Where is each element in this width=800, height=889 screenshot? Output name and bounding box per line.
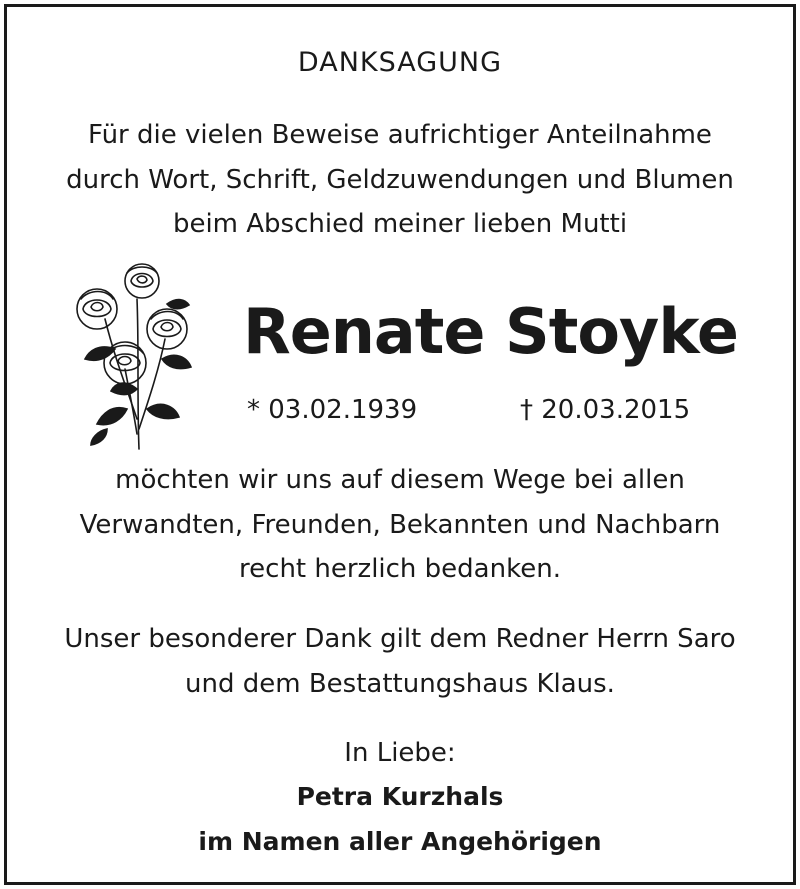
thanks-line: möchten wir uns auf diesem Wege bei allen bbox=[115, 465, 685, 495]
intro-line: Für die vielen Beweise aufrichtiger Anteilnahme bbox=[88, 120, 712, 150]
thanks-line: Verwandten, Freunden, Bekannten und Nachbarn bbox=[79, 510, 721, 540]
signature-subtitle: im Namen aller Angehörigen bbox=[198, 827, 602, 856]
intro-line: beim Abschied meiner lieben Mutti bbox=[172, 209, 628, 239]
obituary-notice-frame bbox=[4, 4, 796, 885]
thanks-line: recht herzlich bedanken. bbox=[239, 554, 561, 584]
special-thanks-line: und dem Bestattungshaus Klaus. bbox=[185, 669, 615, 699]
roses-icon bbox=[67, 259, 197, 451]
special-thanks-line: Unser besonderer Dank gilt dem Redner Herrn Saro bbox=[64, 624, 736, 654]
death-date: † 20.03.2015 bbox=[520, 395, 691, 425]
signature-name: Petra Kurzhals bbox=[296, 782, 504, 811]
closing-text: In Liebe: bbox=[344, 738, 456, 768]
intro-line: durch Wort, Schrift, Geldzuwendungen und Blumen bbox=[66, 165, 734, 195]
birth-date: * 03.02.1939 bbox=[247, 395, 418, 425]
notice-heading: DANKSAGUNG bbox=[297, 47, 503, 78]
deceased-name: Renate Stoyke bbox=[243, 295, 738, 368]
